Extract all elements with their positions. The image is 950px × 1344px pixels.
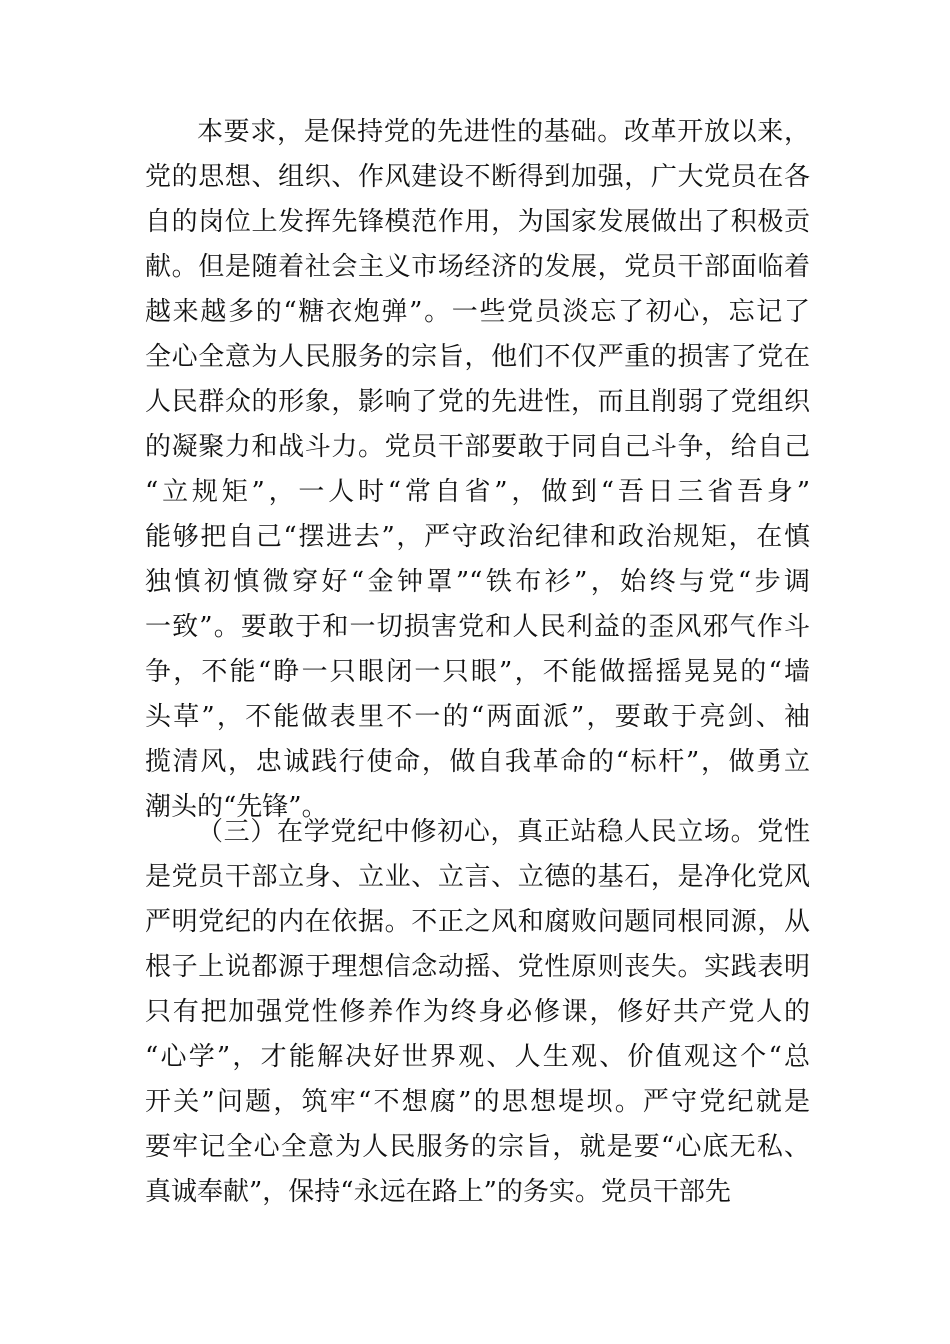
text-line: 的凝聚力和战斗力。党员干部要敢于同自己斗争，给自己 bbox=[145, 432, 810, 462]
text-line: 献。但是随着社会主义市场经济的发展，党员干部面临着 bbox=[145, 252, 810, 282]
paragraph-section-three bbox=[145, 810, 810, 1215]
text-line: 全心全意为人民服务的宗旨，他们不仅严重的损害了党在 bbox=[145, 342, 810, 372]
text-line: 一致”。要敢于和一切损害党和人民利益的歪风邪气作斗 bbox=[145, 612, 810, 642]
text-line: 揽清风，忠诚践行使命，做自我革命的“标杆”，做勇立 bbox=[145, 747, 810, 777]
text-line: 是党员干部立身、立业、立言、立德的基石，是净化党风 bbox=[145, 862, 810, 892]
text-line: 根子上说都源于理想信念动摇、党性原则丧失。实践表明 bbox=[145, 952, 810, 982]
text-line: 越来越多的“糖衣炮弹”。一些党员淡忘了初心，忘记了 bbox=[145, 297, 810, 327]
text-line: “立规矩”，一人时“常自省”，做到“吾日三省吾身” bbox=[145, 477, 810, 507]
text-line: 只有把加强党性修养作为终身必修课，修好共产党人的 bbox=[145, 997, 810, 1027]
text-line: “心学”，才能解决好世界观、人生观、价值观这个“总 bbox=[145, 1042, 810, 1072]
text-line: 人民群众的形象，影响了党的先进性，而且削弱了党组织 bbox=[145, 387, 810, 417]
text-line: 党的思想、组织、作风建设不断得到加强，广大党员在各 bbox=[145, 162, 810, 192]
text-line: 能够把自己“摆进去”，严守政治纪律和政治规矩，在慎 bbox=[145, 522, 810, 552]
text-line: 潮头的“先锋”。 bbox=[145, 792, 328, 822]
text-line: 真诚奉献”，保持“永远在路上”的务实。党员干部先 bbox=[145, 1177, 731, 1207]
text-line: 严明党纪的内在依据。不正之风和腐败问题同根同源，从 bbox=[145, 907, 810, 937]
text-line: 自的岗位上发挥先锋模范作用，为国家发展做出了积极贡 bbox=[145, 207, 810, 237]
text-line: 争，不能“睁一只眼闭一只眼”，不能做摇摇晃晃的“墙 bbox=[145, 657, 810, 687]
section-heading-line: （三）在学党纪中修初心，真正站稳人民立场。党性 bbox=[197, 817, 810, 847]
paragraph-party-discipline bbox=[145, 110, 810, 830]
text-line: 头草”，不能做表里不一的“两面派”，要敢于亮剑、袖 bbox=[145, 702, 810, 732]
text-line: 本要求，是保持党的先进性的基础。改革开放以来， bbox=[197, 117, 810, 147]
text-line: 要牢记全心全意为人民服务的宗旨，就是要“心底无私、 bbox=[145, 1132, 810, 1162]
text-line: 独慎初慎微穿好“金钟罩”“铁布衫”，始终与党“步调 bbox=[145, 567, 810, 597]
text-line: 开关”问题，筑牢“不想腐”的思想堤坝。严守党纪就是 bbox=[145, 1087, 810, 1117]
